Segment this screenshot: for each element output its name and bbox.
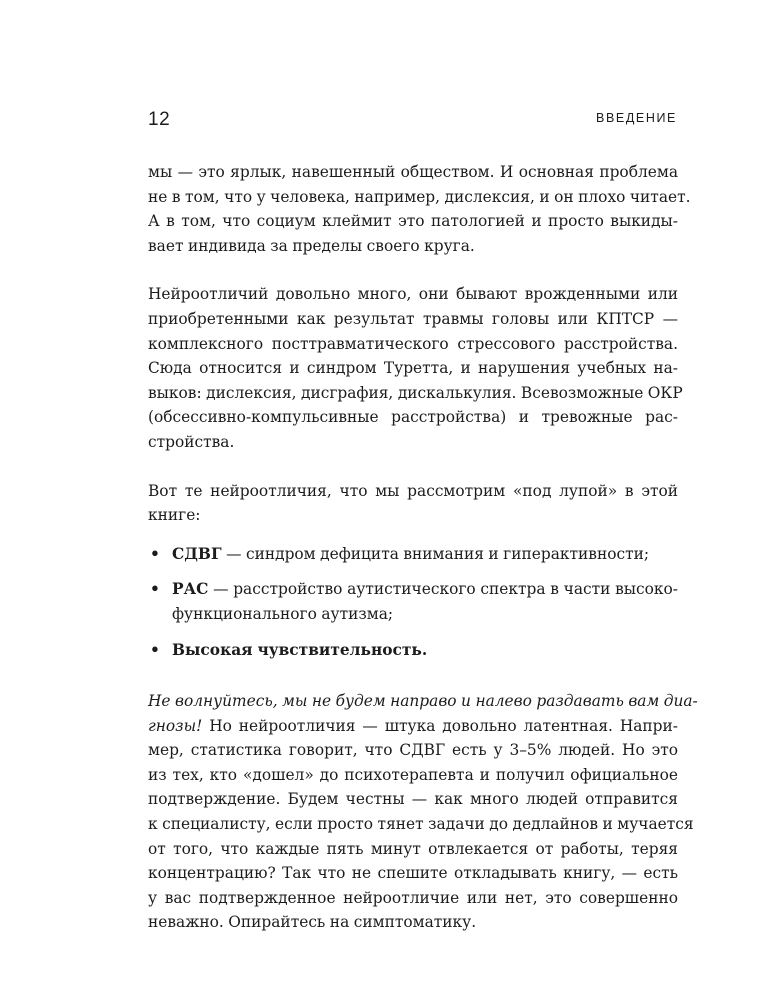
paragraph-line: неважно. Опирайтесь на симптоматику.	[148, 913, 477, 932]
paragraph-line: Но нейроотличия — штука довольно латентная. Напри-	[202, 716, 678, 735]
paragraph-line: (обсессивно-компульсивные расстройства) и тревожные рас-	[148, 408, 678, 427]
bullet-marker: •	[150, 580, 160, 599]
page-body	[148, 160, 698, 935]
paragraph-line: Не волнуйтесь, мы не будем направо и налево раздавать вам диа-	[148, 692, 698, 711]
paragraph-line: не в том, что у человека, например, дислексия, и он плохо читает.	[148, 187, 691, 206]
page-number: 12	[148, 109, 171, 130]
list-item-term: СДВГ	[172, 544, 222, 563]
list-item-text: — расстройство аутистического спектра в части высоко-	[208, 580, 678, 599]
bullet-marker: •	[150, 640, 160, 659]
paragraph-4	[148, 689, 698, 935]
paragraph-line: у вас подтвержденное нейроотличие или нет, это совершенно	[148, 888, 678, 907]
paragraph-line: приобретенными как результат травмы головы или КПТСР —	[148, 309, 678, 328]
paragraph-spacer	[148, 528, 678, 542]
paragraph-line: стройства.	[148, 432, 235, 451]
list-item-term: Высокая чувствительность.	[172, 640, 428, 659]
paragraph-line: мы — это ярлык, навешенный обществом. И основная проблема	[148, 163, 678, 181]
paragraph-2	[148, 282, 683, 454]
paragraph-line: комплексного посттравматического стрессового расстройства.	[148, 334, 678, 353]
paragraph-line: из тех, кто «дошел» до психотерапевта и получил официальное	[148, 765, 678, 784]
list-item	[148, 577, 678, 626]
paragraph-line: Вот те нейроотличия, что мы рассмотрим «под лупой» в этой	[148, 481, 678, 500]
neurodivergence-list	[148, 542, 678, 662]
list-item	[148, 542, 678, 567]
paragraph-1	[148, 160, 691, 258]
paragraph-line: вает индивида за пределы своего круга.	[148, 236, 475, 255]
paragraph-line: книге:	[148, 506, 201, 525]
paragraph-line: подтверждение. Будем честны — как много людей отправится	[148, 790, 678, 809]
list-item	[148, 638, 678, 663]
paragraph-line: мер, статистика говорит, что СДВГ есть у 3–5% людей. Но это	[148, 741, 678, 760]
paragraph-spacer	[148, 455, 678, 479]
list-item-text: — синдром дефицита внимания и гиперактивности;	[221, 544, 650, 563]
paragraph-line: выков: дислексия, дисграфия, дискалькулия. Всевозможные ОКР	[148, 383, 683, 402]
paragraph-3	[148, 479, 678, 528]
paragraph-line: концентрацию? Так что не спешите откладывать книгу, — есть	[148, 864, 678, 883]
section-title: ВВЕДЕНИЕ	[596, 111, 677, 125]
italic-fragment: гнозы!	[148, 716, 203, 735]
bullet-marker: •	[150, 544, 160, 563]
paragraph-line: к специалисту, если просто тянет задачи до дедлайнов и мучается	[148, 815, 694, 834]
paragraph-spacer	[148, 673, 678, 689]
list-item-term: РАС	[172, 580, 209, 599]
paragraph-spacer	[148, 258, 678, 282]
paragraph-line: Сюда относится и синдром Туретта, и нарушения учебных на-	[148, 359, 678, 378]
paragraph-line: от того, что каждые пять минут отвлекается от работы, теряя	[148, 839, 678, 858]
list-item-text: функционального аутизма;	[172, 604, 394, 623]
paragraph-line: Нейроотличий довольно много, они бывают врожденными или	[148, 285, 678, 304]
paragraph-line: А в том, что социум клеймит это патологией и просто выкиды-	[148, 212, 678, 231]
